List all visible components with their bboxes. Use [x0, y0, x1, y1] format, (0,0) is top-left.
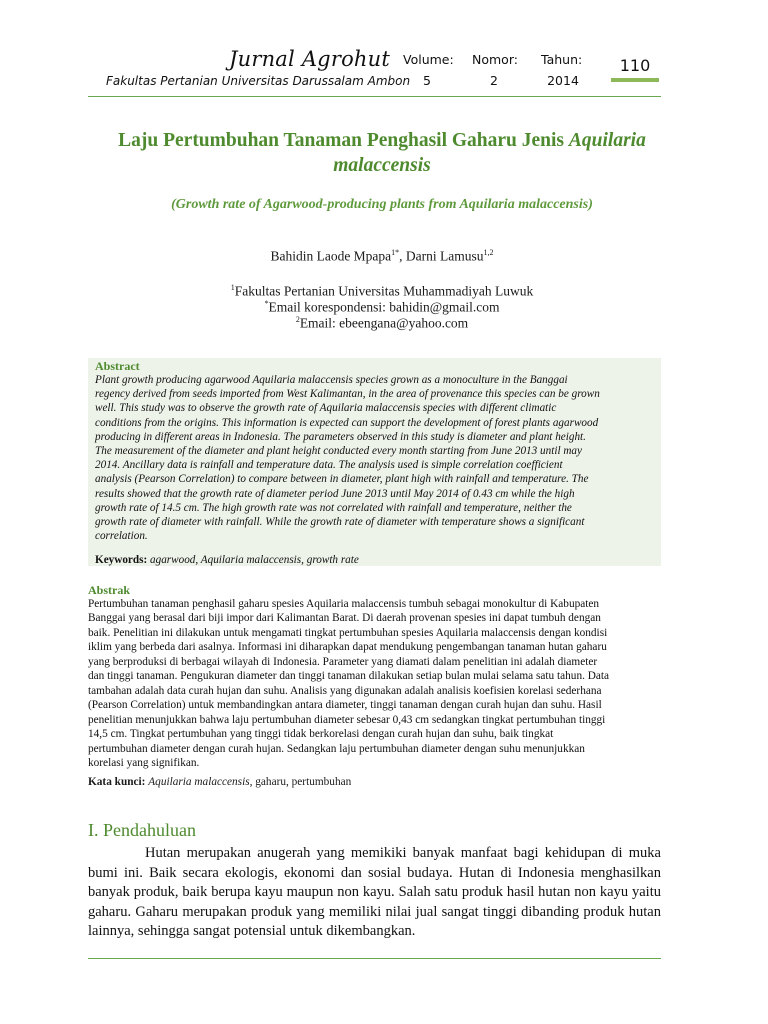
abstrak-line: penelitian menunjukkan bahwa laju pertumbuhan diameter sebesar 0,43 cm sedangkan tingkat pertumbuhan tinggi	[88, 713, 606, 726]
section-paragraph	[88, 844, 661, 942]
tahun-label: Tahun:	[541, 52, 583, 67]
paper-subtitle: (Growth rate of Agarwood-producing plants from Aquilaria malaccensis)	[171, 197, 593, 212]
abstract-line: analysis (Pearson Correlation) to compare between in diameter, plant high with rainfall and temperature. The	[95, 473, 589, 486]
abstrak-line: 14,5 cm. Tingkat pertumbuhan yang tinggi tidak berkorelasi dengan curah hujan dan suhu, baik tingkat	[88, 728, 554, 741]
footer-rule	[88, 958, 661, 959]
abstrak-line: Banggai yang berasal dari biji impor dari Kalimantan Barat. Di daerah provenan spesies ini dapat tumbuh dengan	[88, 612, 601, 625]
author-2-sup: 1,2	[483, 248, 494, 257]
author-2-email-text: Email: ebeengana@yahoo.com	[299, 315, 469, 331]
abstrak-keywords	[88, 775, 661, 789]
abstrak-body	[88, 597, 661, 770]
paper-title	[88, 128, 676, 178]
abstrak-line: dan tinggi tanaman. Pengukuran diameter dan tinggi tanaman dilakukan setiap bulan mulai selama satu tahun. Data	[88, 670, 610, 683]
abstrak-heading: Abstrak	[88, 583, 131, 597]
abstract-keywords-label: Keywords:	[95, 554, 148, 566]
abstract-body	[95, 373, 658, 543]
author-separator: ,	[399, 248, 406, 264]
abstrak-line: tambahan adalah data curah hujan dan suhu. Analisis yang digunakan adalah analisis koefisien korelasi sederhana	[88, 684, 602, 697]
abstract-line: 2014. Ancillary data is rainfall and temperature data. The analysis used is simple correlation coefficient	[95, 459, 563, 472]
page-number: 110	[619, 56, 651, 75]
abstract-line: correlation.	[95, 530, 148, 543]
abstract-line: conditions from the origins. This information is expected can support the development of forest plants agarwood	[95, 416, 599, 429]
abstract-keywords-text: agarwood, Aquilaria malaccensis, growth rate	[150, 554, 359, 566]
paper-title-main: Laju Pertumbuhan Tanaman Penghasil Gaharu Jenis	[118, 130, 565, 151]
section-heading-pendahuluan: I. Pendahuluan	[88, 820, 196, 840]
affiliation-1-text: Fakultas Pertanian Universitas Muhammadiyah Luwuk	[234, 283, 534, 299]
abstrak-keywords-rest: gaharu, pertumbuhan	[252, 776, 352, 788]
abstrak-line: yang berproduksi di berbagai wilayah di Indonesia. Parameter yang diamati dalam penelitian ini adalah diameter	[88, 655, 598, 668]
author-1: Bahidin Laode Mpapa	[270, 248, 392, 264]
author-1-sup: 1*	[391, 248, 400, 257]
paper-title-species: Aquilaria malaccensis	[333, 130, 646, 176]
journal-name: Jurnal Agrohut	[229, 47, 390, 71]
abstract-line: results showed that the growth rate of diameter period June 2013 until May 2014 of 0.43 cm while the high	[95, 487, 575, 500]
abstract-line: producing in different areas in Indonesia. The parameters observed in this study is diameter and plant height.	[95, 430, 586, 443]
abstract-line: regency derived from seeds imported from West Kalimantan, in the area of provenance this species can be grown	[95, 388, 600, 401]
abstrak-keywords-label: Kata kunci:	[88, 776, 146, 788]
header-rule	[88, 96, 661, 97]
abstract-line: Plant growth producing agarwood Aquilaria malaccensis species grown as a monoculture in the Banggai	[95, 374, 568, 386]
abstrak-line: baik. Penelitian ini dilakukan untuk mengamati tingkat pertumbuhan spesies Aquilaria malaccensis dengan kondisi	[88, 626, 608, 639]
nomor-label: Nomor:	[472, 52, 518, 67]
nomor-value: 2	[490, 73, 498, 88]
corresponding-email-sup: *	[264, 299, 269, 308]
abstrak-line: iklim yang berbeda dari asalnya. Informasi ini diharapkan dapat mendukung pengembangan tanaman hutan gaharu	[88, 641, 607, 654]
volume-label: Volume:	[403, 52, 454, 67]
abstract-keywords	[95, 553, 658, 567]
abstrak-line: korelasi yang signifikan.	[88, 756, 200, 769]
tahun-value: 2014	[547, 73, 579, 88]
abstract-line: growth rate of 14.5 cm. The high growth rate was not correlated with rainfall and temperature, neither the	[95, 501, 572, 514]
author-line	[88, 248, 676, 265]
abstract-line: The measurement of the diameter and plant height conducted every month starting from June 2013 until may	[95, 445, 582, 458]
abstract-line: well. This study was to observe the growth rate of Aquilaria malaccensis species with different climatic	[95, 402, 557, 415]
page-number-underline	[611, 78, 659, 82]
section-paragraph-text: Hutan merupakan anugerah yang memikiki banyak manfaat bagi kehidupan di muka bumi ini. Baik secara ekologis, ekonomi dan sosial budaya. Hutan di Indonesia menghasilkan banyak produk, baik berupa kayu maupun non kayu. Salah satu produk hasil hutan non kayu yaitu gaharu. Gaharu merupakan produk yang memiliki nilai jual sangat tinggi dibanding produk hutan lainnya, sehingga sangat potensial untuk dikembangkan.	[88, 845, 661, 939]
abstract-heading: Abstract	[95, 359, 140, 373]
volume-value: 5	[423, 73, 431, 88]
corresponding-email-text: Email korespondensi: bahidin@gmail.com	[268, 299, 500, 315]
affiliation-1-sup: 1	[230, 283, 235, 292]
abstrak-line: Pertumbuhan tanaman penghasil gaharu spesies Aquilaria malaccensis tumbuh sebagai monokultur di Kabupaten	[88, 598, 600, 610]
author-2-email	[88, 312, 676, 332]
journal-faculty: Fakultas Pertanian Universitas Darussalam Ambon	[106, 74, 411, 88]
abstrak-line: pertumbuhan diameter dengan curah hujan. Sedangkan laju pertumbuhan diameter dengan suhu menunjukkan	[88, 742, 585, 755]
abstrak-line: (Pearson Correlation) untuk membandingkan antara diameter, tinggi tanaman dengan curah hujan dan suhu. Hasil	[88, 699, 602, 712]
abstract-line: growth rate of diameter with rainfall. While the growth rate of diameter with temperature shows a significant	[95, 516, 585, 529]
author-2-email-sup: 2	[295, 315, 300, 324]
author-2: Darni Lamusu	[405, 248, 484, 264]
abstrak-keywords-italic: Aquilaria malaccensis,	[148, 776, 253, 788]
